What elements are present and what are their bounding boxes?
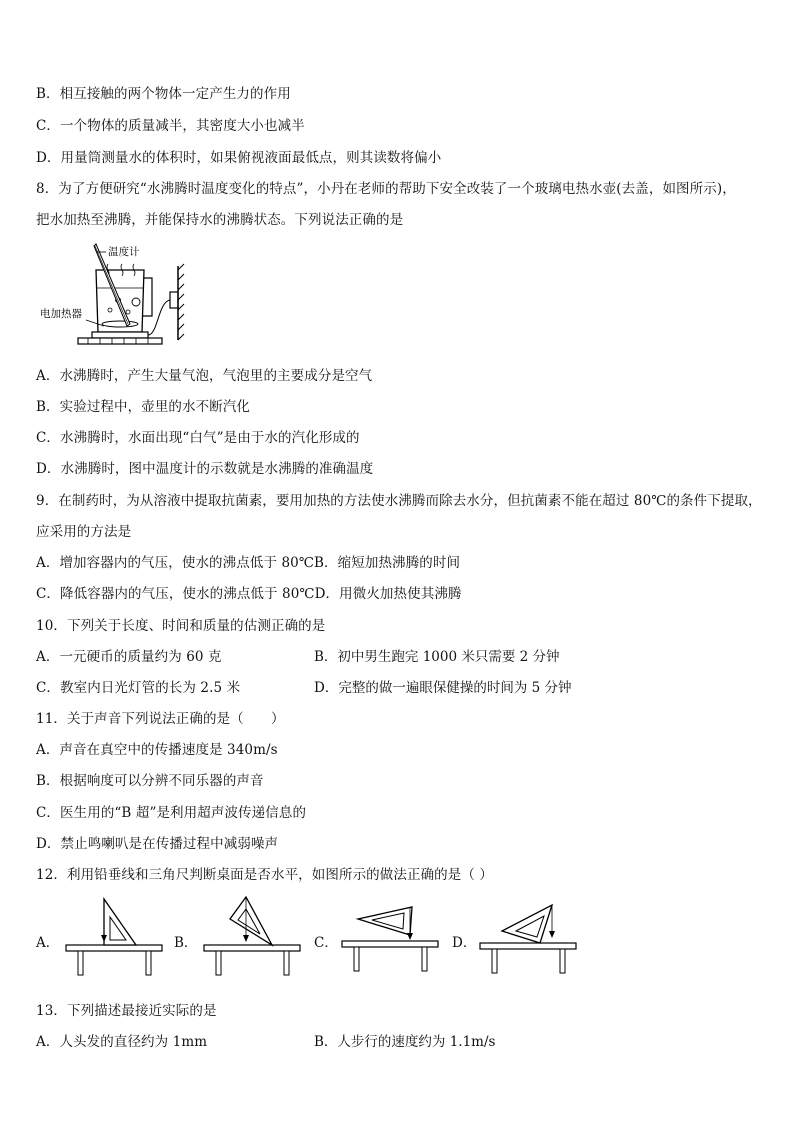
q12-label-d: D．	[452, 935, 477, 951]
q8-option-a: A．水沸腾时，产生大量气泡，气泡里的主要成分是空气	[36, 368, 373, 384]
q8-stem-line2: 把水加热至沸腾，并能保持水的沸腾状态。下列说法正确的是	[36, 212, 404, 228]
q11-option-c: C．医生用的“B 超”是利用超声波传递信息的	[36, 805, 307, 821]
q11-option-d: D．禁止鸣喇叭是在传播过程中减弱噪声	[36, 836, 279, 852]
q10-option-b: B．初中男生跑完 1000 米只需要 2 分钟	[314, 649, 560, 665]
q12-label-b: B．	[174, 935, 198, 951]
q7-option-d: D．用量筒测量水的体积时，如果俯视液面最低点，则其读数将偏小	[36, 150, 442, 166]
q8-option-c: C．水沸腾时，水面出现“白气”是由于水的汽化形成的	[36, 430, 360, 446]
q13-stem: 13．下列描述最接近实际的是	[36, 1003, 217, 1019]
q8-stem-line1: 8．为了方便研究“水沸腾时温度变化的特点”，小丹在老师的帮助下安全改装了一个玻璃电热水壶(去盖，如图所示)，	[36, 181, 736, 197]
q8-kettle-figure	[38, 240, 200, 355]
q8-option-d: D．水沸腾时，图中温度计的示数就是水沸腾的准确温度	[36, 461, 374, 477]
q8-option-b: B．实验过程中，壶里的水不断汽化	[36, 399, 251, 415]
q12-label-a: A．	[36, 935, 60, 951]
q10-option-d: D．完整的做一遍眼保健操的时间为 5 分钟	[314, 680, 572, 696]
q13-option-a: A．人头发的直径约为 1mm	[36, 1034, 208, 1050]
q9-option-ab: A．增加容器内的气压，使水的沸点低于 80℃B．缩短加热沸腾的时间	[36, 555, 461, 571]
q12-figure-a	[64, 895, 166, 977]
q7-option-c: C．一个物体的质量减半，其密度大小也减半	[36, 118, 305, 134]
q10-stem: 10．下列关于长度、时间和质量的估测正确的是	[36, 618, 326, 634]
heater-label: 电加热器	[40, 308, 82, 320]
q13-option-b: B．人步行的速度约为 1.1m/s	[314, 1034, 496, 1050]
q9-option-cd: C．降低容器内的气压，使水的沸点低于 80℃D．用微火加热使其沸腾	[36, 586, 462, 602]
kettle-diagram	[38, 240, 200, 355]
q12-stem: 12．利用铅垂线和三角尺判断桌面是否水平，如图所示的做法正确的是（ ）	[36, 867, 493, 883]
q10-option-a: A．一元硬币的质量约为 60 克	[36, 649, 222, 665]
q11-stem: 11．关于声音下列说法正确的是（ ）	[36, 711, 285, 727]
q7-option-b: B．相互接触的两个物体一定产生力的作用	[36, 86, 291, 102]
q11-option-a: A．声音在真空中的传播速度是 340m/s	[36, 742, 278, 758]
q12-figure-d	[478, 895, 580, 977]
q9-stem-line1: 9．在制药时，为从溶液中提取抗菌素，要用加热的方法使水沸腾而除去水分，但抗菌素不能在超过 80℃的条件下提取，	[36, 493, 762, 509]
q12-label-c: C．	[314, 935, 338, 951]
q9-stem-line2: 应采用的方法是	[36, 524, 132, 540]
q10-option-c: C．教室内日光灯管的长为 2.5 米	[36, 680, 241, 696]
q11-option-b: B．根据响度可以分辨不同乐器的声音	[36, 773, 264, 789]
thermometer-label: 温度计	[108, 246, 140, 258]
q12-figure-c	[340, 897, 442, 975]
q12-figure-b	[202, 893, 304, 977]
